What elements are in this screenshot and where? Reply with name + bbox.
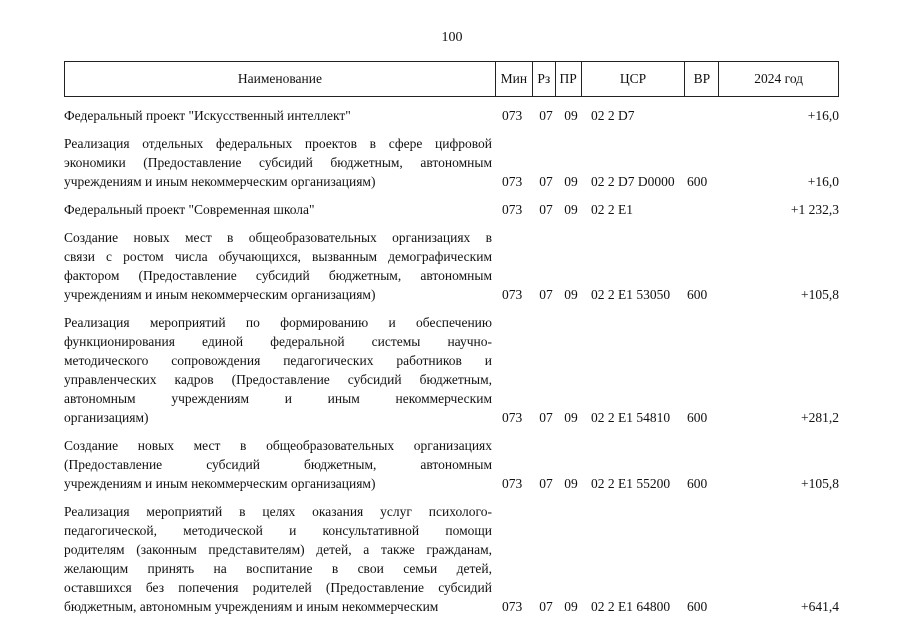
table-row	[64, 313, 839, 427]
row-vr: 600	[687, 174, 708, 189]
row-name-line: Создание новых мест в общеобразовательных организациях в	[64, 230, 492, 245]
row-pr: 09	[564, 287, 578, 302]
row-value: +281,2	[801, 410, 839, 425]
row-rz: 07	[539, 287, 553, 302]
row-vr: 600	[687, 410, 708, 425]
row-name-line: организациям)	[64, 410, 149, 425]
row-name-line: Создание новых мест в общеобразовательных организациях	[64, 438, 492, 453]
table-row	[64, 436, 839, 493]
row-name	[64, 313, 492, 427]
row-min: 073	[502, 410, 523, 425]
row-name-line: (Предоставление субсидий бюджетным, автономным	[64, 457, 492, 472]
column-header-csr: ЦСР	[582, 62, 686, 96]
row-vr: 600	[687, 476, 708, 491]
row-vr: 600	[687, 287, 708, 302]
row-name-line: оставшихся без попечения родителей (Предоставление субсидий	[64, 580, 492, 595]
table-body	[64, 106, 839, 625]
row-name-line: связи с ростом числа обучающихся, вызванным демографическим	[64, 249, 492, 264]
row-rz: 07	[539, 476, 553, 491]
row-name-line: методического сопровождения педагогических работников и	[64, 353, 492, 368]
row-pr: 09	[564, 599, 578, 614]
row-rz: 07	[539, 410, 553, 425]
column-header-name: Наименование	[65, 62, 496, 96]
row-name	[64, 502, 492, 616]
row-name-line: Реализация мероприятий в целях оказания услуг психолого-	[64, 504, 492, 519]
row-csr: 02 2 E1 55200	[591, 476, 671, 491]
row-min: 073	[502, 287, 523, 302]
row-value: +16,0	[807, 108, 839, 123]
row-min: 073	[502, 174, 523, 189]
row-csr: 02 2 E1 53050	[591, 287, 671, 302]
row-pr: 09	[564, 410, 578, 425]
row-value: +641,4	[801, 599, 839, 614]
row-pr: 09	[564, 174, 578, 189]
row-pr: 09	[564, 108, 578, 123]
column-header-min: Мин	[496, 62, 533, 96]
row-name-line: учреждениям и иным некоммерческим организациям)	[64, 174, 376, 189]
row-name-line: бюджетным, автономным учреждениям и иным некоммерческим	[64, 599, 439, 614]
row-rz: 07	[539, 174, 553, 189]
table-row	[64, 228, 839, 304]
row-name-line: экономики (Предоставление субсидий бюджетным, автономным	[64, 155, 492, 170]
row-name-line: учреждениям и иным некоммерческим организациям)	[64, 287, 376, 302]
row-value: +105,8	[801, 476, 839, 491]
row-min: 073	[502, 599, 523, 614]
row-name-line: Реализация мероприятий по формированию и обеспечению	[64, 315, 492, 330]
table-row	[64, 106, 839, 125]
row-name-line: функционирования единой федеральной системы научно-	[64, 334, 492, 349]
table-header	[64, 61, 839, 97]
column-header-pr: ПР	[556, 62, 582, 96]
column-header-rz: Рз	[533, 62, 556, 96]
row-csr: 02 2 E1 54810	[591, 410, 671, 425]
row-csr: 02 2 E1 64800	[591, 599, 671, 614]
row-rz: 07	[539, 108, 553, 123]
row-min: 073	[502, 108, 523, 123]
row-name-line: учреждениям и иным некоммерческим организациям)	[64, 476, 376, 491]
row-rz: 07	[539, 599, 553, 614]
row-value: +1 232,3	[790, 202, 839, 217]
row-value: +16,0	[807, 174, 839, 189]
row-name-line: Федеральный проект "Искусственный интеллект"	[64, 108, 351, 123]
row-name-line: Федеральный проект "Современная школа"	[64, 202, 315, 217]
row-name	[64, 436, 492, 493]
row-csr: 02 2 D7	[591, 108, 635, 123]
row-vr: 600	[687, 599, 708, 614]
row-name-line: Реализация отдельных федеральных проектов в сфере цифровой	[64, 136, 492, 151]
row-name-line: автономным учреждениям и иным некоммерческим	[64, 391, 492, 406]
row-value: +105,8	[801, 287, 839, 302]
row-name-line: фактором (Предоставление субсидий бюджетным, автономным	[64, 268, 492, 283]
row-min: 073	[502, 476, 523, 491]
row-name-line: управленческих кадров (Предоставление субсидий бюджетным,	[64, 372, 492, 387]
row-name-line: родителям (законным представителям) детей, а также гражданам,	[64, 542, 492, 557]
row-name	[64, 106, 492, 125]
row-name	[64, 200, 492, 219]
table-row	[64, 134, 839, 191]
row-name-line: желающим принять на воспитание в свои семьи детей,	[64, 561, 492, 576]
row-name	[64, 134, 492, 191]
row-min: 073	[502, 202, 523, 217]
row-pr: 09	[564, 202, 578, 217]
row-csr: 02 2 D7 D0000	[591, 174, 675, 189]
page-number: 100	[441, 30, 463, 45]
row-name	[64, 228, 492, 304]
row-rz: 07	[539, 202, 553, 217]
row-csr: 02 2 E1	[591, 202, 633, 217]
table-row	[64, 200, 839, 219]
column-header-vr: ВР	[685, 62, 719, 96]
table-row	[64, 502, 839, 616]
row-pr: 09	[564, 476, 578, 491]
row-name-line: педагогической, методической и консультативной помощи	[64, 523, 492, 538]
column-header-year: 2024 год	[754, 71, 804, 86]
